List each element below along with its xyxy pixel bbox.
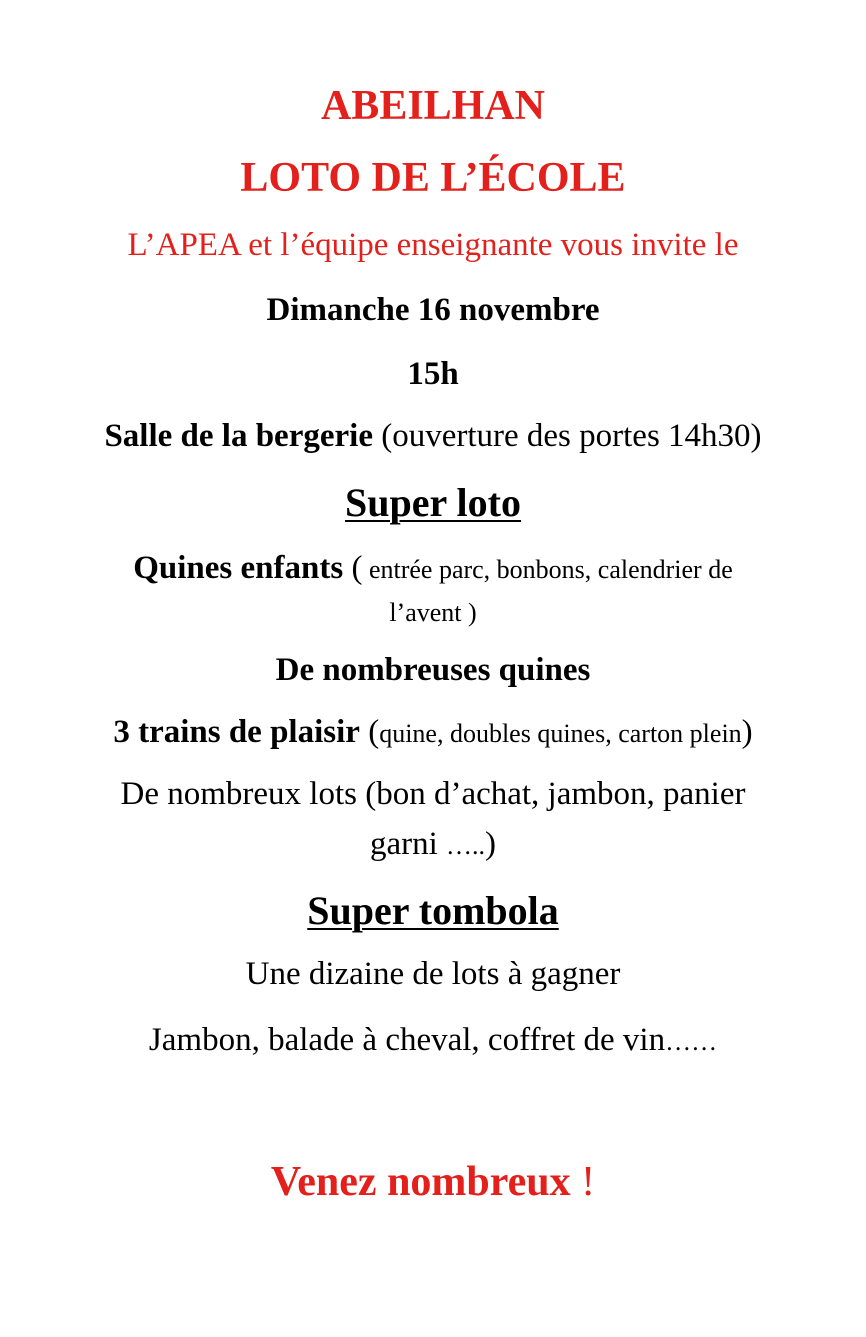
invitation-text: L’APEA et l’équipe enseignante vous invite le bbox=[127, 227, 739, 263]
event-time: 15h bbox=[407, 356, 459, 392]
trains-paren-close: ) bbox=[741, 714, 753, 750]
town-title: ABEILHAN bbox=[320, 83, 546, 129]
cta-mark: ! bbox=[570, 1159, 596, 1205]
venue-note: (ouverture des portes 14h30) bbox=[381, 418, 762, 454]
kids-quines-detail: entrée parc, bonbons, calendrier de bbox=[362, 555, 733, 584]
lots-line-2-close: ) bbox=[485, 826, 497, 862]
call-to-action bbox=[0, 1158, 866, 1206]
event-date: Dimanche 16 novembre bbox=[266, 292, 600, 328]
lots-line-2-dots: ….. bbox=[446, 831, 486, 860]
event-title: LOTO DE L’ÉCOLE bbox=[240, 155, 626, 201]
trains-detail: quine, doubles quines, carton plein bbox=[379, 719, 742, 748]
kids-quines-detail-cont: l’avent ) bbox=[389, 598, 477, 627]
trains-line bbox=[0, 714, 866, 752]
lots-line-1: De nombreux lots (bon d’achat, jambon, panier bbox=[120, 776, 746, 812]
kids-quines-line bbox=[0, 550, 866, 588]
tombola-heading: Super tombola bbox=[307, 888, 559, 933]
cta-text: Venez nombreux bbox=[270, 1159, 571, 1205]
tombola-line-2-dots: …… bbox=[665, 1027, 718, 1056]
venue-name: Salle de la bergerie bbox=[104, 418, 373, 454]
trains-label: 3 trains de plaisir bbox=[113, 714, 360, 750]
trains-paren-open: ( bbox=[368, 714, 380, 750]
tombola-line-1: Une dizaine de lots à gagner bbox=[245, 956, 621, 992]
venue-line bbox=[0, 418, 866, 456]
lots-line-2-text: garni bbox=[369, 826, 447, 862]
tombola-line-2 bbox=[0, 1022, 866, 1060]
loto-heading: Super loto bbox=[345, 480, 521, 525]
many-quines: De nombreuses quines bbox=[275, 652, 591, 688]
kids-quines-label: Quines enfants bbox=[133, 550, 344, 586]
kids-paren-open: ( bbox=[351, 550, 363, 586]
tombola-line-2-text: Jambon, balade à cheval, coffret de vin bbox=[148, 1022, 666, 1058]
lots-line-2 bbox=[0, 826, 866, 864]
